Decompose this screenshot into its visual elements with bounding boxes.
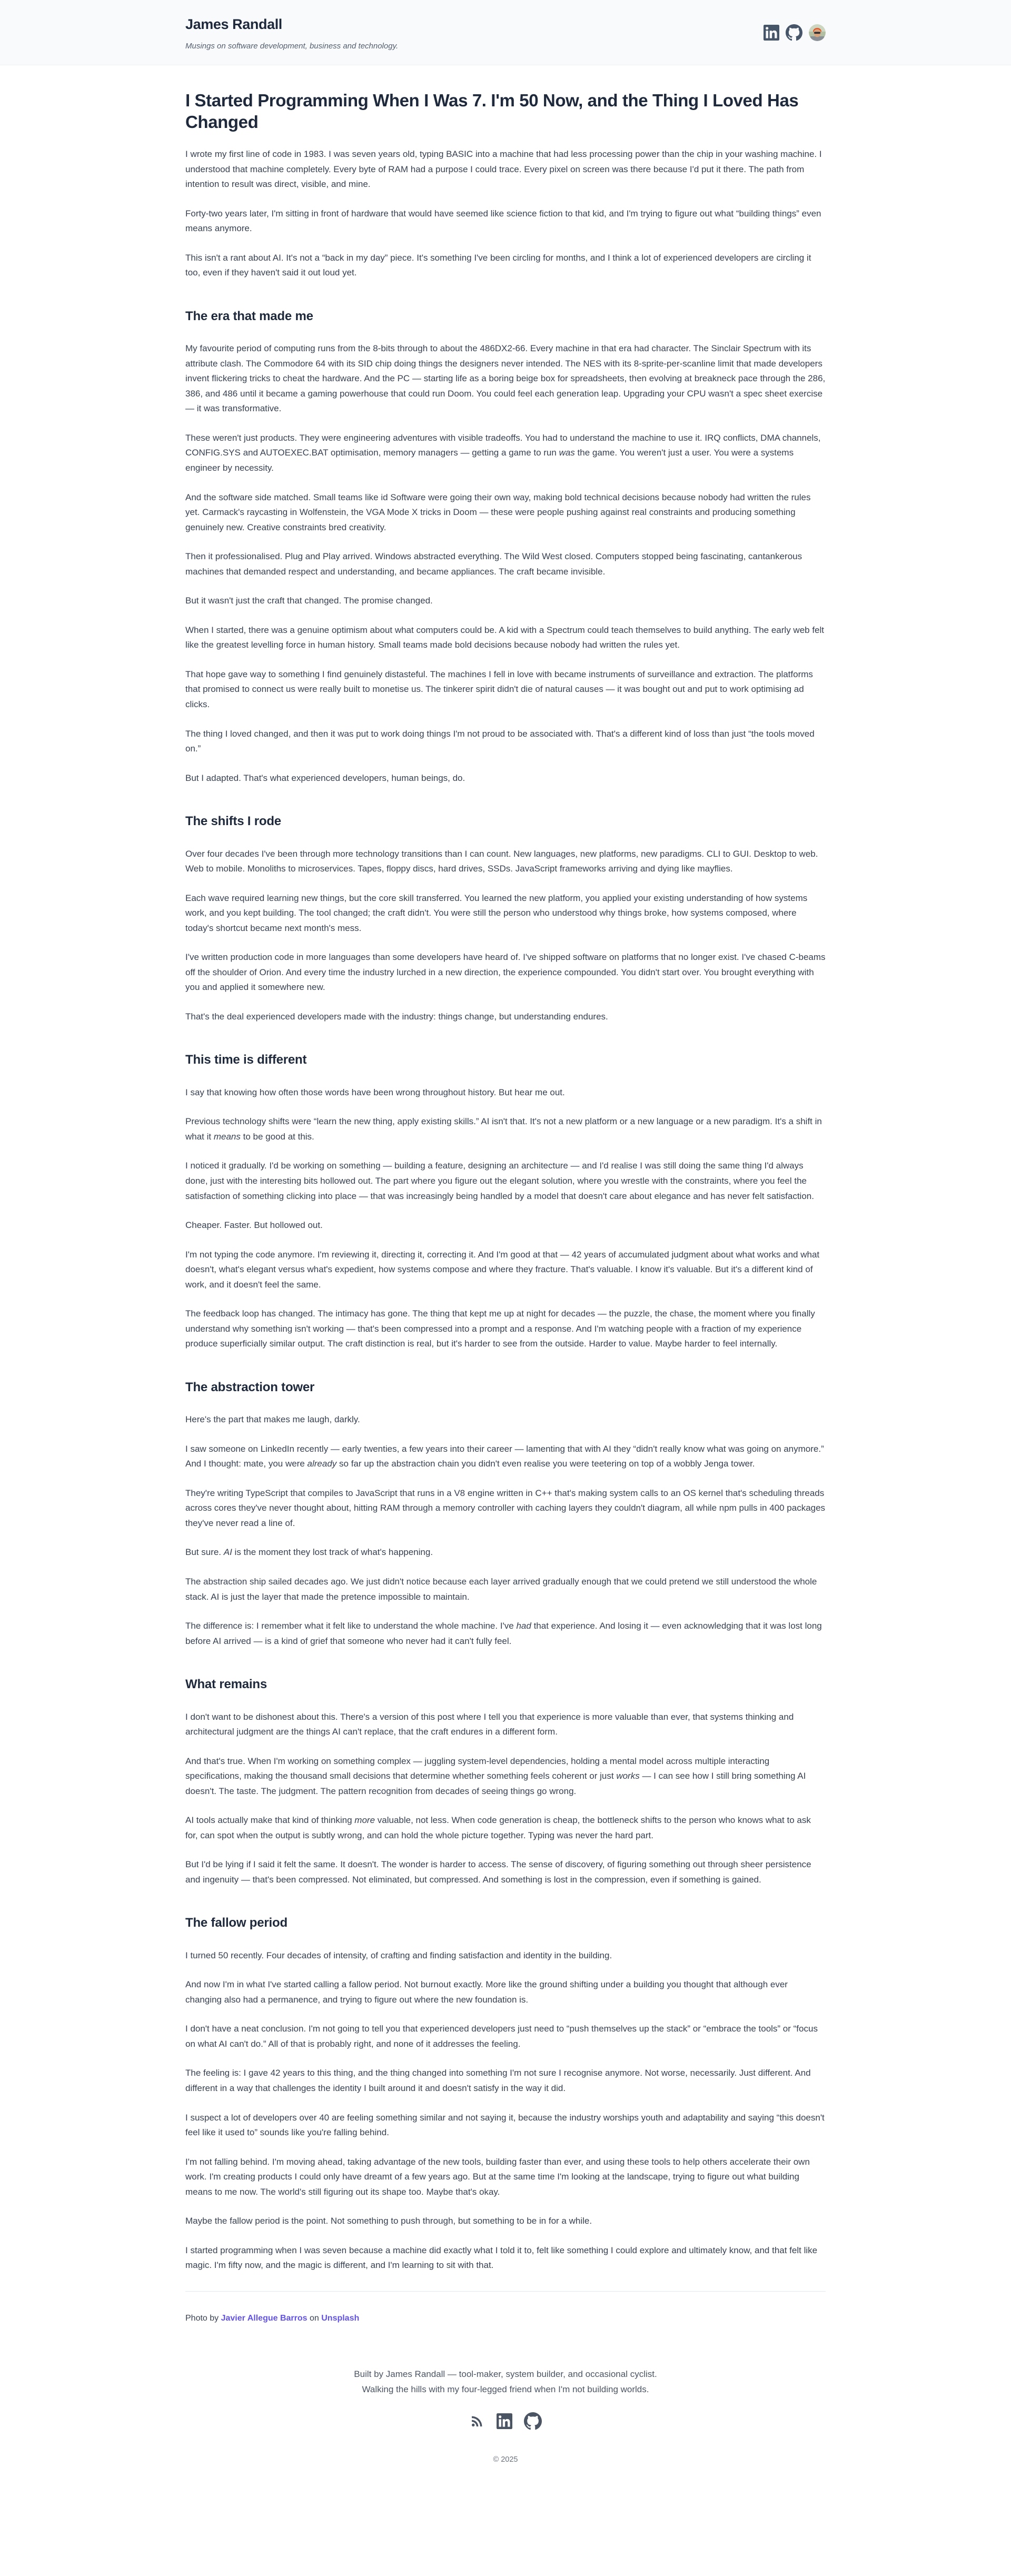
paragraph: These weren't just products. They were engineering adventures with visible tradeoffs. You had to understand the machine to use it. IRQ conflicts, DMA channels, CONFIG.SYS and AUTOEXEC.BAT optimisation, memory managers — getting a game to run was the game. You weren't just a user. You were a systems engineer by necessity. [185,432,821,473]
paragraph: Maybe the fallow period is the point. Not something to push through, but something to be in for a while. [185,2216,592,2226]
unsplash-link[interactable]: Unsplash [321,2313,360,2323]
paragraph: I wrote my first line of code in 1983. I was seven years old, typing BASIC into a machine that had less processing power than the chip in your washing machine. I understood that machine completely. Every byte of RAM had a purpose I could trace. Every pixel on screen was there because I'd put it there. The path from intention to result was direct, visible, and mine. [185,149,822,190]
copyright: © 2025 [493,2455,518,2464]
site-identity [185,13,398,53]
paragraph: Previous technology shifts were “learn the new thing, apply existing skills.” AI isn't that. It's not a new platform or a new language or a new paradigm. It's a shift in what it means to be good at this. [185,1116,822,1142]
site-tagline: Musings on software development, business and technology. [185,42,399,51]
paragraph: But I'd be lying if I said it felt the same. It doesn't. The wonder is harder to access. The sense of discovery, of figuring something out through sheer persistence and ingenuity — that's been compressed. Not eliminated, but compressed. And something is lost in the compression, even if something is gained. [185,1859,811,1885]
paragraph: I turned 50 recently. Four decades of intensity, of crafting and finding satisfaction and identity in the building. [185,1950,612,1960]
paragraph: I started programming when I was seven because a machine did exactly what I told it to, felt like something I could explore and ultimately know, and that felt like magic. I'm fifty now, and the magic is different, and I'm learning to sit with that. [185,2245,818,2271]
paragraph: That's the deal experienced developers made with the industry: things change, but understanding endures. [185,1011,608,1022]
github-icon[interactable] [786,24,802,41]
photo-credit [185,2312,826,2326]
paragraph: The feedback loop has changed. The intimacy has gone. The thing that kept me up at night for decades — the puzzle, the chase, the moment where you finally understand why something isn't working — that's been compressed into a prompt and a response. And I'm watching people with a fraction of my experience produce superficially similar output. The craft distinction is real, but it's harder to see from the outside. Harder to value. Maybe harder to feel internally. [185,1309,815,1349]
paragraph: That hope gave way to something I find genuinely distasteful. The machines I fell in love with became instruments of surveillance and extraction. The platforms that promised to connect us were really built to monetise us. The tinkerer spirit didn't die of natural causes — it was bought out and put to work optimising ad clicks. [185,669,813,710]
paragraph: Here's the part that makes me laugh, darkly. [185,1414,360,1425]
photo-credit-connector: on [307,2313,322,2323]
paragraph: And the software side matched. Small teams like id Software were going their own way, making bold technical decisions because nobody had written the rules yet. Carmack's raycasting in Wolfenstein, the VGA Mode X tricks in Doom — these were people pushing against real constraints and producing something genuinely new. Creative constraints bred creativity. [185,492,811,532]
paragraph: The thing I loved changed, and then it was put to work doing things I'm not proud to be associated with. That's a different kind of loss than just “the tools moved on.” [185,728,815,754]
section-heading: The shifts I rode [185,814,281,829]
site-header [0,0,1011,65]
header-social-icons [764,24,826,41]
paragraph: The feeling is: I gave 42 years to this thing, and the thing changed into something I'm not sure I recognise anymore. Not worse, necessarily. Just different. And different in a way that challenges the identity I built around it and doesn't satisfy in the way it did. [185,2068,811,2094]
paragraph: The abstraction ship sailed decades ago. We just didn't notice because each layer arrived gradually enough that we could pretend we still understood the whole stack. AI is just the layer that made the pretence impossible to maintain. [185,1577,817,1602]
paragraph: I've written production code in more languages than some developers have heard of. I've shipped software on platforms that no longer exist. I've chased C-beams off the shoulder of Orion. And every time the industry lurched in a new direction, the experience compounded. You didn't start over. You brought everything with you and applied it somewhere new. [185,952,826,993]
paragraph: My favourite period of computing runs from the 8-bits through to about the 486DX2-66. Every machine in that era had character. The Sinclair Spectrum with its attribute clash. The Commodore 64 with its SID chip doing things the designers never intended. The NES with its 8-sprite-per-scanline limit that made developers invent flickering tricks to cheat the hardware. And the PC — starting life as a boring beige box for spreadsheets, then evolving at breakneck pace through the 286, 386, and 486 until it became a gaming powerhouse that could run Doom. You could feel each generation leap. Upgrading your CPU wasn't a spec sheet exercise — it was transformative. [185,343,826,414]
paragraph: I say that knowing how often those words have been wrong throughout history. But hear me out. [185,1087,565,1097]
linkedin-icon[interactable] [497,2413,512,2429]
paragraph: AI tools actually make that kind of thinking more valuable, not less. When code generation is cheap, the bottleneck shifts to the person who knows what to ask for, can spot when the output is subtly wrong, and can hold the whole picture together. Typing was never the hard part. [185,1815,811,1840]
paragraph: I'm not typing the code anymore. I'm reviewing it, directing it, correcting it. And I'm good at that — 42 years of accumulated judgment about what works and what doesn't, what's elegant versus what's expedient, how systems compose and where they fracture. That's valuable. I know it's valuable. But it's a different kind of work, and it doesn't feel the same. [185,1249,820,1290]
paragraph: Then it professionalised. Plug and Play arrived. Windows abstracted everything. The Wild West closed. Computers stopped being fascinating, cantankerous machines that demanded respect and understanding, and became appliances. The craft became invisible. [185,551,802,577]
paragraph: When I started, there was a genuine optimism about what computers could be. A kid with a Spectrum could teach themselves to build anything. The early web felt like the greatest levelling force in human history. Small teams made bold decisions because nobody had written the rules yet. [185,625,825,650]
paragraph: Over four decades I've been through more technology transitions than I can count. New languages, new platforms, new paradigms. CLI to GUI. Desktop to web. Web to mobile. Monoliths to microservices. Tapes, floppy discs, hard drives, SSDs. JavaScript frameworks arriving and dying like mayflies. [185,848,818,874]
photo-author-link[interactable]: Javier Allegue Barros [221,2313,308,2323]
section-heading: What remains [185,1677,267,1692]
paragraph: I saw someone on LinkedIn recently — early twenties, a few years into their career — lamenting that with AI they “didn't really know what was going on anymore.” And I thought: mate, you were already so far up the abstraction chain you didn't even realise you were teetering on top of a wobbly Jenga tower. [185,1443,824,1469]
post-title: I Started Programming When I Was 7. I'm 50 Now, and the Thing I Loved Has Changed [185,90,799,132]
paragraph: Each wave required learning new things, but the core skill transferred. You learned the new platform, you applied your existing understanding of how systems work, and you kept building. The tool changed; the craft didn't. You were still the person who understood why things broke, how systems composed, where today's shortcut became next month's mess. [185,893,808,933]
site-footer [0,2367,1011,2576]
paragraph: But sure. AI is the moment they lost track of what's happening. [185,1547,433,1558]
footer-bio-line-2: Walking the hills with my four-legged friend when I'm not building worlds. [362,2384,649,2394]
paragraph: This isn't a rant about AI. It's not a “back in my day” piece. It's something I've been circling for months, and I think a lot of experienced developers are circling it too, even if they haven't said it out loud yet. [185,252,811,278]
rss-icon[interactable] [469,2413,485,2429]
paragraph: The difference is: I remember what it felt like to understand the whole machine. I've had that experience. And losing it — even acknowledging that it was lost long before AI arrived — is a kind of grief that someone who never had it can't fully feel. [185,1621,822,1646]
article-body [185,147,826,2273]
paragraph: Forty-two years later, I'm sitting in front of hardware that would have seemed like science fiction to that kid, and I'm trying to figure out what “building things” even means anymore. [185,208,821,234]
main-content [185,90,826,2326]
paragraph: And that's true. When I'm working on something complex — juggling system-level dependencies, holding a mental model across multiple interacting specifications, making the thousand small decisions that determine whether something feels coherent or just works — I can see how I still bring something AI doesn't. The taste. The judgment. The pattern recognition from decades of seeing things go wrong. [185,1756,806,1796]
divider [185,2291,826,2292]
footer-bio-line-1: Built by James Randall — tool-maker, system builder, and occasional cyclist. [354,2369,657,2379]
paragraph: I'm not falling behind. I'm moving ahead, taking advantage of the new tools, building faster than ever, and using these tools to help others accelerate their own work. I'm creating products I could only have dreamt of a few years ago. But at the same time I'm looking at the landscape, trying to figure out what building means to me now. The world's still figuring out its shape too. Maybe that's okay. [185,2156,810,2197]
section-heading: The era that made me [185,309,313,323]
paragraph: And now I'm in what I've started calling a fallow period. Not burnout exactly. More like the ground shifting under a building you thought that although ever changing also had a permanence, and trying to figure out where the new foundation is. [185,1979,788,2005]
section-heading: The abstraction tower [185,1380,315,1394]
paragraph: I don't have a neat conclusion. I'm not going to tell you that experienced developers just need to “push themselves up the stack” or “embrace the tools” or “focus on what AI can't do.” All of that is probably right, and none of it addresses the feeling. [185,2024,818,2049]
section-heading: The fallow period [185,1916,288,1930]
site-title: James Randall [185,16,282,32]
paragraph: They're writing TypeScript that compiles to JavaScript that runs in a V8 engine written in C++ that's making system calls to an OS kernel that's scheduling threads across cores they've never thought about, hitting RAM through a memory controller with caching layers they couldn't diagram, all while npm pulls in 400 packages they've never read a line of. [185,1488,826,1528]
photo-credit-prefix: Photo by [185,2313,221,2323]
linkedin-icon[interactable] [764,25,779,41]
paragraph: I don't want to be dishonest about this. There's a version of this post where I tell you that experience is more valuable than ever, that systems thinking and architectural judgment are the things AI can't replace, that the craft endures in a different form. [185,1711,794,1737]
paragraph: I suspect a lot of developers over 40 are feeling something similar and not saying it, because the industry worships youth and adaptability and saying “this doesn't feel like it used to” sounds like you're falling behind. [185,2112,825,2138]
github-icon[interactable] [524,2412,542,2430]
paragraph: But I adapted. That's what experienced developers, human beings, do. [185,772,465,783]
paragraph: I noticed it gradually. I'd be working on something — building a feature, designing an architecture — and I'd realise I was still doing the same thing I'd always done, just with the interesting bits hollowed out. The part where you figure out the elegant solution, where you wrestle with the constraints, where you feel the satisfaction of something clicking into place — that was increasingly being handled by a model that doesn't care about elegance and has never felt satisfaction. [185,1161,814,1201]
avatar-photo [809,24,826,41]
section-heading: This time is different [185,1053,307,1067]
footer-social-icons [0,2412,1011,2430]
article [185,90,826,2273]
paragraph: But it wasn't just the craft that changed. The promise changed. [185,596,433,606]
paragraph: Cheaper. Faster. But hollowed out. [185,1220,323,1231]
